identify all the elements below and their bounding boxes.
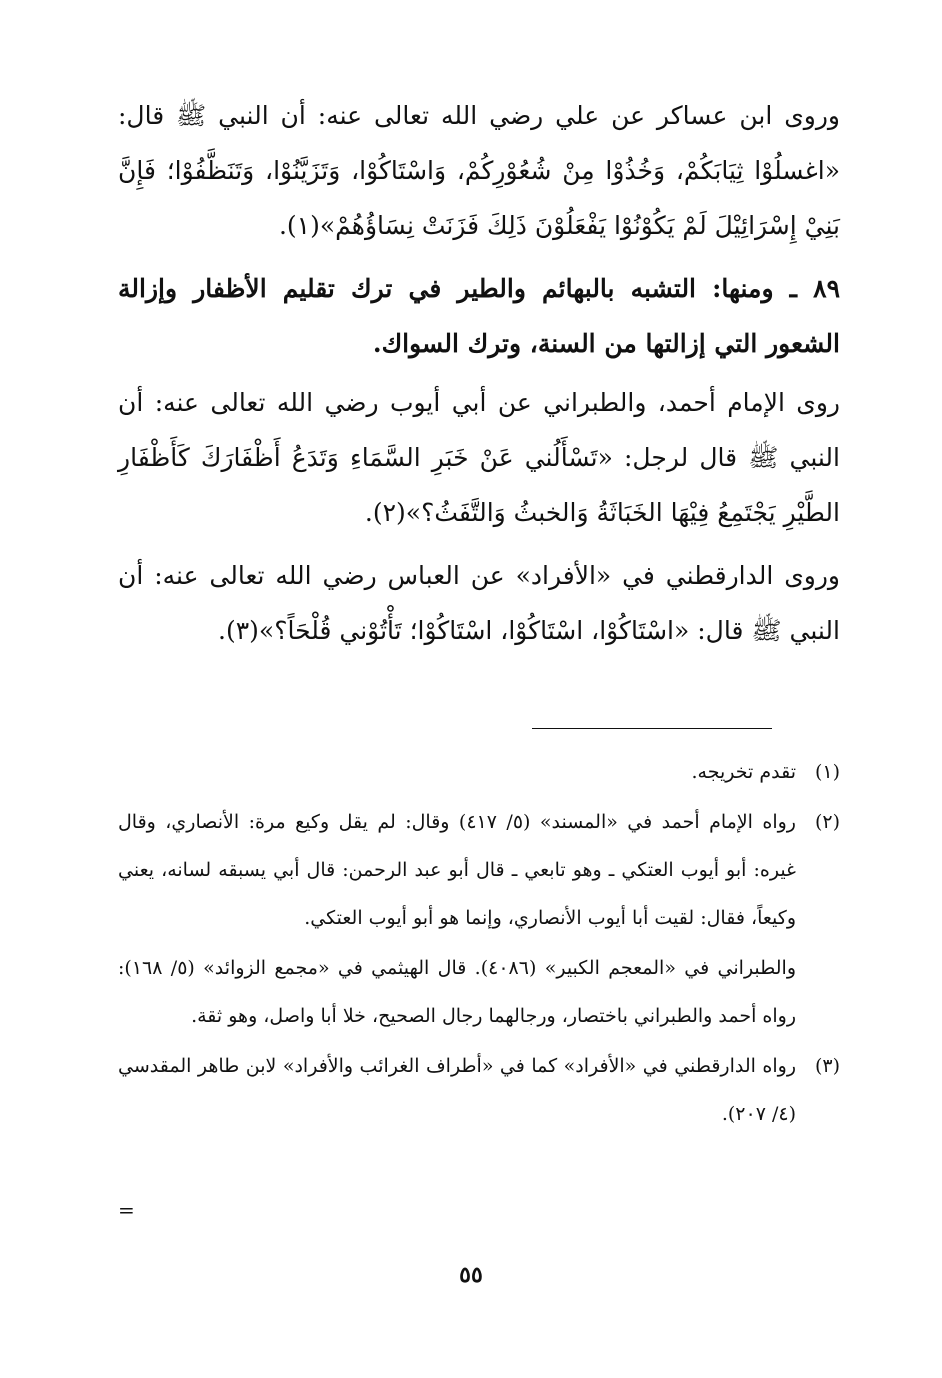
paragraph-ibn-asakir: وروى ابن عساكر عن علي رضي الله تعالى عنه: أن النبي ﷺ قال: «اغسلُوْا ثِيَابَكُمْ، وَخُذُوْا مِنْ شُعُوْرِكُمْ، وَاسْتَاكُوْا، وَتَزَيَّنُوْا، وَتَنَظَّفُوْا؛ فَإِنَّ بَنِيْ إِسْرَائِيْلَ لَمْ يَكُوْنُوْا يَفْعَلُوْنَ ذَلِكَ فَزَنَتْ نِسَاؤُهُمْ»(١). bbox=[118, 101, 840, 240]
footnote-text: رواه الدارقطني في «الأفراد» كما في «أطراف الغرائب والأفراد» لابن طاهر المقدسي (٤/ ٢٠٧). bbox=[118, 1055, 796, 1125]
paragraph-ahmad-tabarani: روى الإمام أحمد، والطبراني عن أبي أيوب رضي الله تعالى عنه: أن النبي ﷺ قال لرجل: «تَسْأَلُني عَنْ خَبَرِ السَّمَاءِ وَتَدَعُ أَظْفَارَكَ كَأَظْفَارِ الطَّيْرِ يَجْتَمِعُ فِيْهَا الخَبَاثَةُ وَالخبثُ وَالتَّفَثُ؟»(٢). bbox=[118, 388, 840, 527]
main-text bbox=[118, 88, 840, 658]
footnote-text: تقدم تخريجه. bbox=[691, 761, 796, 783]
footnote-1 bbox=[118, 748, 840, 796]
footnote-number: (٣) bbox=[814, 1055, 840, 1077]
paragraph-daraqutni: وروى الدارقطني في «الأفراد» عن العباس رضي الله تعالى عنه: أن النبي ﷺ قال: «اسْتَاكُوْا، اسْتَاكُوْا، اسْتَاكُوْا؛ تَأْتُوْني قُلْحَاً؟»(٣). bbox=[118, 561, 840, 645]
footnote-2 bbox=[118, 798, 840, 1040]
footnote-number: (٢) bbox=[814, 811, 840, 833]
footnote-separator bbox=[532, 728, 772, 729]
footnote-3 bbox=[118, 1042, 840, 1138]
footnotes bbox=[118, 748, 840, 1140]
footnote-number: (١) bbox=[814, 761, 840, 783]
continuation-mark: = bbox=[118, 1198, 135, 1222]
footnote-text: والطبراني في «المعجم الكبير» (٤٠٨٦). قال الهيثمي في «مجمع الزوائد» (٥/ ١٦٨): رواه أحمد والطبراني باختصار، ورجالهما رجال الصحيح، خلا أبا واصل، وهو ثقة. bbox=[118, 957, 796, 1027]
footnote-text: رواه الإمام أحمد في «المسند» (٥/ ٤١٧) وقال: لم يقل وكيع مرة: الأنصاري، وقال غيره: أبو أيوب العتكي ـ وهو تابعي ـ قال أبو عبد الرحمن: قال أبي يسبقه لسانه، يعني وكيعاً، فقال: لقيت أبا أيوب الأنصاري، وإنما هو أبو أيوب العتكي. bbox=[118, 811, 796, 929]
section-heading-89: ٨٩ ـ ومنها: التشبه بالبهائم والطير في ترك تقليم الأظفار وإزالة الشعور التي إزالتها من السنة، وترك السواك. bbox=[118, 274, 840, 358]
page-number: ٥٥ bbox=[459, 1262, 483, 1288]
